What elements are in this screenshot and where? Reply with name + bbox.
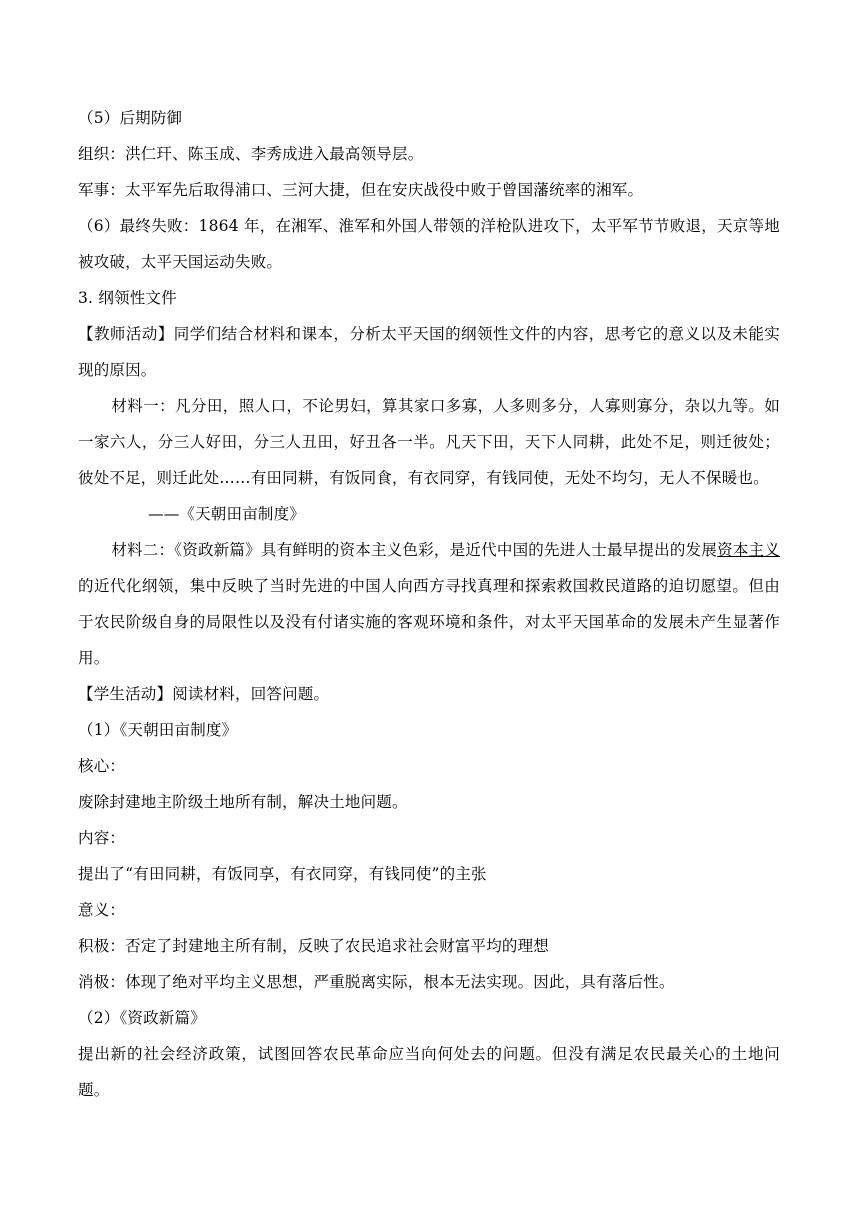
content-label: 内容：	[78, 829, 126, 847]
material-2-part-a: 材料二：《资政新篇》具有鲜明的资本主义色彩，是近代中国的先进人士最早提出的发展	[111, 541, 718, 559]
heading-3: 3. 纲领性文件	[78, 289, 177, 307]
positive-text: 积极：否定了封建地主所有制，反映了农民追求社会财富平均的理想	[78, 937, 550, 955]
section-6-text: （6）最终失败：1864 年，在湘军、淮军和外国人带领的洋枪队进攻下，太平军节节败退，天京等地被攻破，太平天国运动失败。	[78, 217, 780, 271]
doc-2-title: （2）《资政新篇》	[78, 1009, 206, 1027]
doc-1-title: （1）《天朝田亩制度》	[78, 721, 238, 739]
meaning-label: 意义：	[78, 901, 126, 919]
capitalism-link[interactable]: 资本主义	[717, 541, 780, 559]
material-2	[78, 532, 780, 676]
negative-text: 消极：体现了绝对平均主义思想，严重脱离实际，根本无法实现。因此，具有落后性。	[78, 973, 675, 991]
core-label: 核心：	[78, 757, 126, 775]
material-2-part-b: 的近代化纲领，集中反映了当时先进的中国人向西方寻找真理和探索救国救民道路的迫切愿望。但由于农民阶级自身的局限性以及没有付诸实施的客观环境和条件，对太平天国革命的发展未产生显著作用。	[78, 577, 780, 667]
content-text: 提出了“有田同耕，有饭同享，有衣同穿，有钱同使”的主张	[78, 865, 487, 883]
document-page	[78, 100, 780, 1108]
student-activity: 【学生活动】阅读材料，回答问题。	[78, 685, 330, 703]
section-5-military: 军事：太平军先后取得浦口、三河大捷，但在安庆战役中败于曾国藩统率的湘军。	[78, 181, 644, 199]
teacher-activity: 【教师活动】同学们结合材料和课本，分析太平天国的纲领性文件的内容，思考它的意义以及未能实现的原因。	[78, 325, 780, 379]
core-text: 废除封建地主阶级土地所有制，解决土地问题。	[78, 793, 408, 811]
section-5-title: （5）后期防御	[78, 109, 183, 127]
section-5-organization: 组织：洪仁玕、陈玉成、李秀成进入最高领导层。	[78, 145, 424, 163]
doc-2-text: 提出新的社会经济政策，试图回答农民革命应当向何处去的问题。但没有满足农民最关心的土地问题。	[78, 1045, 780, 1099]
material-1: 材料一：凡分田，照人口，不论男妇，算其家口多寡，人多则多分，人寡则寡分，杂以九等。如一家六人，分三人好田，分三人丑田，好丑各一半。凡天下田，天下人同耕，此处不足，则迁彼处；彼处不足，则迁此处……有田同耕，有饭同食，有衣同穿，有钱同使，无处不均匀，无人不保暖也。	[78, 397, 780, 487]
material-1-source: ——《天朝田亩制度》	[148, 505, 306, 523]
